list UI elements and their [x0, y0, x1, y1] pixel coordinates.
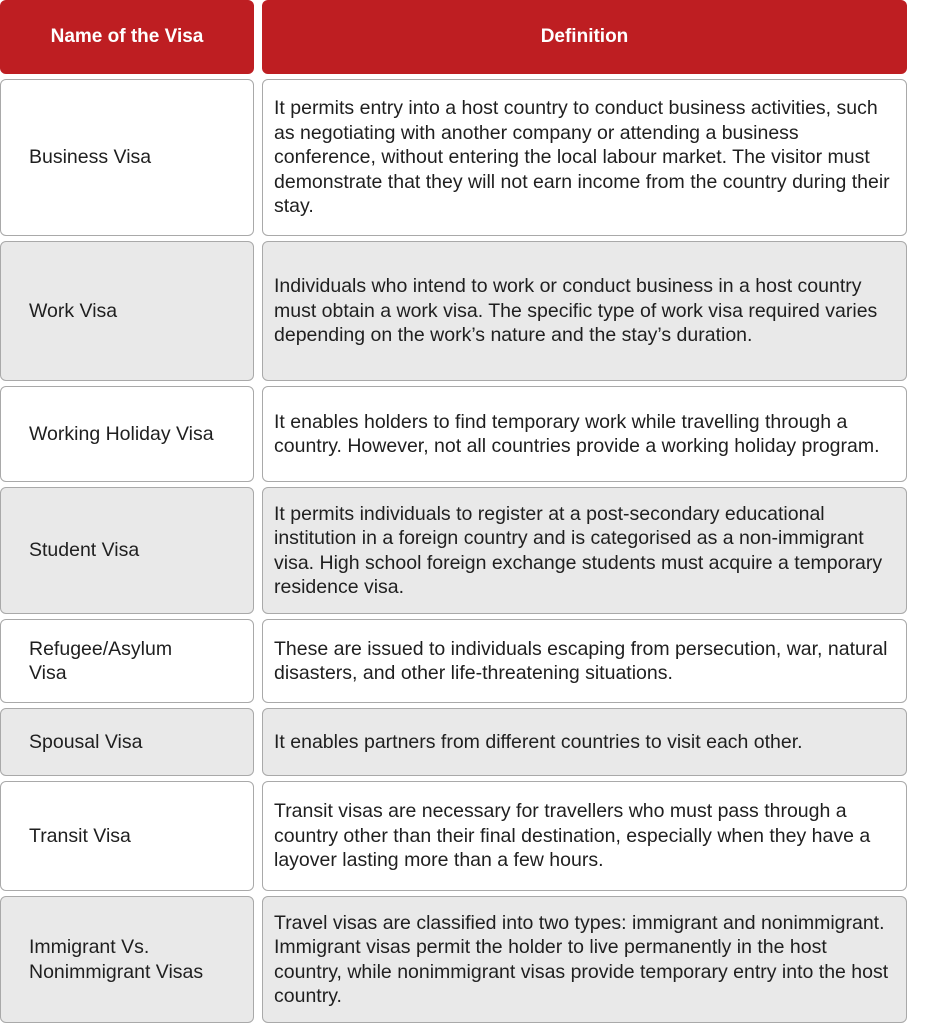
visa-definition: Travel visas are classified into two types: immigrant and nonimmigrant. Immigrant visas permit the holder to live permanently in the host country, while nonimmigrant visas provide temporary entry into the host country. — [274, 911, 889, 1007]
visa-definition: It permits individuals to register at a post-secondary educational institution in a foreign country and is categorised as a non-immigrant visa. High school foreign exchange students must acquire a temporary residence visa. — [274, 502, 883, 598]
visa-name: Work Visa — [29, 299, 118, 322]
visa-name: Spousal Visa — [29, 730, 143, 753]
visa-name: Immigrant Vs. Nonimmigrant Visas — [29, 936, 204, 983]
table-row-definition — [262, 79, 907, 236]
table-row-definition — [262, 781, 907, 891]
header-definition-label: Definition — [540, 25, 629, 47]
visa-definition: Transit visas are necessary for travellers who must pass through a country other than their final destination, especially when they have a layover lasting more than a few hours. — [274, 800, 871, 872]
table-row-name — [0, 896, 254, 1023]
table-row-name — [0, 241, 254, 381]
table-row-name — [0, 487, 254, 614]
visa-definition: It permits entry into a host country to conduct business activities, such as negotiating with another company or attending a business conference, without entering the local labour market. The visitor must demonstrate that they will not earn income from the country during their stay. — [274, 97, 890, 218]
header-name-of-visa — [0, 0, 254, 74]
table-row-definition — [262, 619, 907, 703]
table-row-name — [0, 386, 254, 482]
visa-definition: It enables holders to find temporary work while travelling through a country. However, not all countries provide a working holiday program. — [274, 410, 880, 457]
table-row-definition — [262, 386, 907, 482]
table-row-name — [0, 781, 254, 891]
table-row-name — [0, 619, 254, 703]
visa-name: Business Visa — [29, 146, 152, 169]
header-definition — [262, 0, 907, 74]
visa-name: Working Holiday Visa — [29, 422, 214, 445]
table-row-name — [0, 708, 254, 776]
visa-name: Student Visa — [29, 539, 140, 562]
table-row-definition — [262, 241, 907, 381]
table-row-definition — [262, 708, 907, 776]
visa-definition: These are issued to individuals escaping from persecution, war, natural disasters, and other life-threatening situations. — [274, 637, 888, 684]
visa-definition: Individuals who intend to work or conduct business in a host country must obtain a work visa. The specific type of work visa required varies depending on the work’s nature and the stay’s duration. — [274, 275, 878, 347]
table-row-definition — [262, 896, 907, 1023]
header-name-of-visa-label: Name of the Visa — [50, 25, 204, 47]
table-row-definition — [262, 487, 907, 614]
table-row-name — [0, 79, 254, 236]
visa-name: Transit Visa — [29, 824, 131, 847]
visa-name: Refugee/Asylum Visa — [29, 637, 173, 684]
visa-definition: It enables partners from different countries to visit each other. — [274, 730, 803, 753]
